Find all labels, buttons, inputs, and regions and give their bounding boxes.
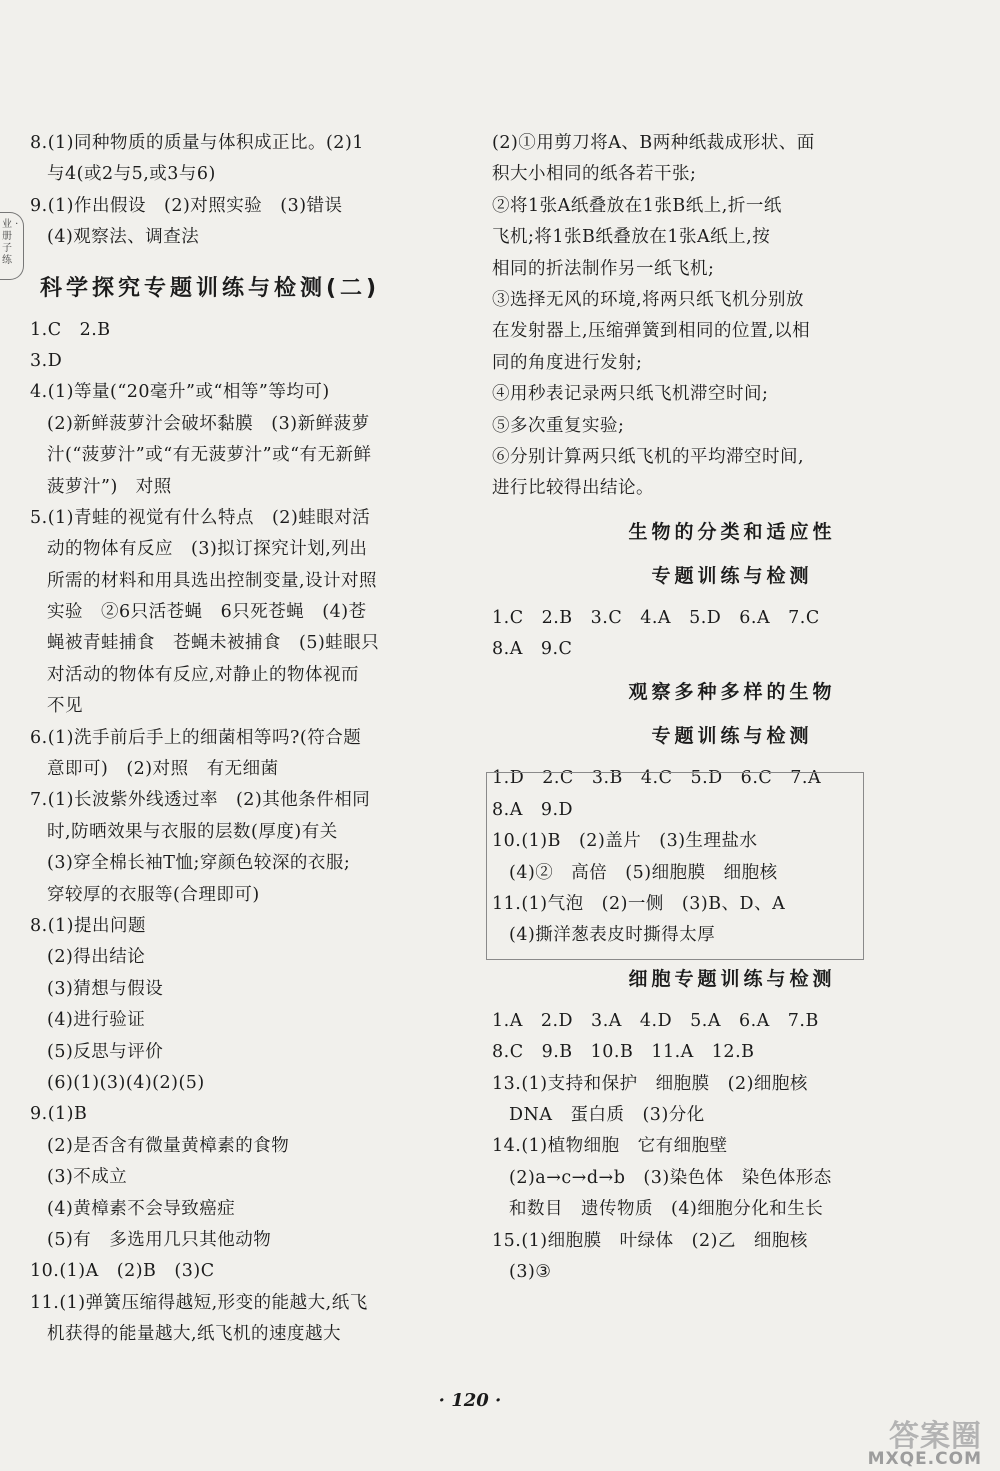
answer-line: 时,防晒效果与衣服的层数(厚度)有关 [47, 821, 338, 842]
left-block-2 [30, 315, 470, 1351]
right-block-1 [492, 128, 972, 505]
answer-line: 8.(1)同种物质的质量与体积成正比。(2)1 [30, 133, 364, 153]
answer-line: 13.(1)支持和保护 细胞膜 (2)细胞核 [492, 1073, 808, 1094]
answer-line: (4)② 高倍 (5)细胞膜 细胞核 [509, 862, 778, 883]
left-column [30, 128, 470, 1350]
answer-line: (4)撕洋葱表皮时撕得太厚 [509, 925, 716, 946]
answer-line: (4)观察法、调查法 [47, 227, 200, 248]
answer-line: 相同的折法制作另一纸飞机; [492, 258, 715, 279]
answer-line: ⑥分别计算两只纸飞机的平均滞空时间, [492, 446, 805, 467]
answer-line: 9.(1)B [30, 1104, 88, 1125]
margin-stamp: 业 ·册子 练 [0, 212, 24, 280]
answer-line: (5)反思与评价 [47, 1041, 164, 1062]
answer-line: 实验 ②6只活苍蝇 6只死苍蝇 (4)苍 [47, 602, 367, 623]
answer-line: 和数目 遗传物质 (4)细胞分化和生长 [509, 1199, 824, 1220]
answer-line: 11.(1)气泡 (2)一侧 (3)B、D、A [492, 894, 786, 915]
answer-line: 14.(1)植物细胞 它有细胞壁 [492, 1136, 728, 1157]
answer-line: 7.(1)长波紫外线透过率 (2)其他条件相同 [30, 790, 371, 811]
right-block-2 [492, 603, 972, 666]
answer-line: 8.A 9.C [492, 639, 573, 660]
answer-line: 飞机;将1张B纸叠放在1张A纸上,按 [492, 227, 771, 248]
answer-line: (4)进行验证 [47, 1010, 146, 1031]
answer-line: 1.C 2.B 3.C 4.A 5.D 6.A 7.C [492, 607, 820, 628]
answer-line: (3)猜想与假设 [47, 978, 164, 999]
answer-line: 1.C 2.B [30, 319, 111, 340]
answer-line: 10.(1)B (2)盖片 (3)生理盐水 [492, 831, 758, 852]
answer-line: 8.C 9.B 10.B 11.A 12.B [492, 1042, 755, 1063]
answer-line: 菠萝汁”) 对照 [47, 476, 172, 497]
answer-line: (3)③ [509, 1261, 552, 1282]
section-heading-classification: 生物的分类和适应性 [628, 520, 836, 543]
answer-line: (6)(1)(3)(4)(2)(5) [47, 1072, 205, 1093]
answer-line: ②将1张A纸叠放在1张B纸上,折一纸 [492, 195, 782, 216]
answer-line: 同的角度进行发射; [492, 352, 643, 373]
answer-line: 与4(或2与5,或3与6) [47, 164, 216, 185]
right-block-4 [492, 1006, 972, 1289]
answer-line: (2)得出结论 [47, 947, 146, 968]
answer-line: 对活动的物体有反应,对静止的物体视而 [47, 664, 360, 685]
answer-line: 1.A 2.D 3.A 4.D 5.A 6.A 7.B [492, 1010, 819, 1031]
answer-line: 积大小相同的纸各若干张; [492, 164, 697, 185]
answer-line: 蝇被青蛙捕食 苍蝇未被捕食 (5)蛙眼只 [47, 633, 380, 654]
answer-line: 动的物体有反应 (3)拟订探究计划,列出 [47, 539, 368, 560]
section-heading-cell: 细胞专题训练与检测 [628, 967, 836, 990]
answer-line: 所需的材料和用具选出控制变量,设计对照 [47, 570, 378, 591]
section-heading-science-inquiry-2: 科学探究专题训练与检测(二) [40, 275, 381, 301]
answer-line: (2)a→c→d→b (3)染色体 染色体形态 [509, 1167, 832, 1188]
answer-line: (3)不成立 [47, 1167, 128, 1188]
right-column [492, 128, 972, 1288]
answer-line: 穿较厚的衣服等(合理即可) [47, 884, 260, 905]
answer-line: 在发射器上,压缩弹簧到相同的位置,以相 [492, 321, 811, 342]
answer-line: (2)新鲜菠萝汁会破坏黏膜 (3)新鲜菠萝 [47, 413, 370, 434]
section-heading-diverse-organisms: 观察多种多样的生物 [628, 681, 836, 704]
answer-line: 机获得的能量越大,纸飞机的速度越大 [47, 1324, 342, 1345]
answer-line: 进行比较得出结论。 [492, 478, 654, 499]
answer-box-border [486, 772, 864, 960]
answer-line: ③选择无风的环境,将两只纸飞机分别放 [492, 289, 805, 310]
answer-line: 6.(1)洗手前后手上的细菌相等吗?(符合题 [30, 727, 362, 748]
watermark-logo [792, 1419, 982, 1469]
answer-line: 11.(1)弹簧压缩得越短,形变的能越大,纸飞 [30, 1292, 368, 1313]
answer-line: (2)是否含有微量黄樟素的食物 [47, 1135, 290, 1156]
answer-line: 8.A 9.D [492, 799, 574, 820]
answer-line: 4.(1)等量(“20毫升”或“相等”等均可) [30, 382, 330, 403]
answer-line: ④用秒表记录两只纸飞机滞空时间; [492, 384, 769, 405]
answer-line: 意即可) (2)对照 有无细菌 [47, 759, 279, 780]
answer-line: 15.(1)细胞膜 叶绿体 (2)乙 细胞核 [492, 1230, 808, 1251]
answer-line: 不见 [47, 696, 83, 717]
left-block-1 [30, 128, 470, 254]
answer-line: 8.(1)提出问题 [30, 915, 146, 936]
section-subheading-training: 专题训练与检测 [651, 564, 813, 587]
watermark-url: MXQE.COM [867, 1449, 982, 1469]
page-number: · 120 · [438, 1390, 502, 1411]
answer-line: 9.(1)作出假设 (2)对照实验 (3)错误 [30, 195, 343, 216]
watermark-text: 答案圈 [889, 1419, 982, 1454]
section-subheading-training: 专题训练与检测 [651, 725, 813, 748]
answer-line: (4)黄樟素不会导致癌症 [47, 1198, 236, 1219]
answer-line: 10.(1)A (2)B (3)C [30, 1261, 215, 1282]
answer-line: 3.D [30, 350, 63, 371]
answer-line: (2)①用剪刀将A、B两种纸裁成形状、面 [492, 133, 815, 153]
answer-line: DNA 蛋白质 (3)分化 [509, 1104, 705, 1125]
answer-line: 5.(1)青蛙的视觉有什么特点 (2)蛙眼对活 [30, 507, 371, 528]
answer-line: 汁(“菠萝汁”或“有无菠萝汁”或“有无新鲜 [47, 445, 372, 466]
answer-line: 1.D 2.C 3.B 4.C 5.D 6.C 7.A [492, 768, 822, 789]
answer-line: ⑤多次重复实验; [492, 415, 625, 436]
answer-line: (5)有 多选用几只其他动物 [47, 1229, 272, 1250]
answer-line: (3)穿全棉长袖T恤;穿颜色较深的衣服; [47, 853, 351, 874]
